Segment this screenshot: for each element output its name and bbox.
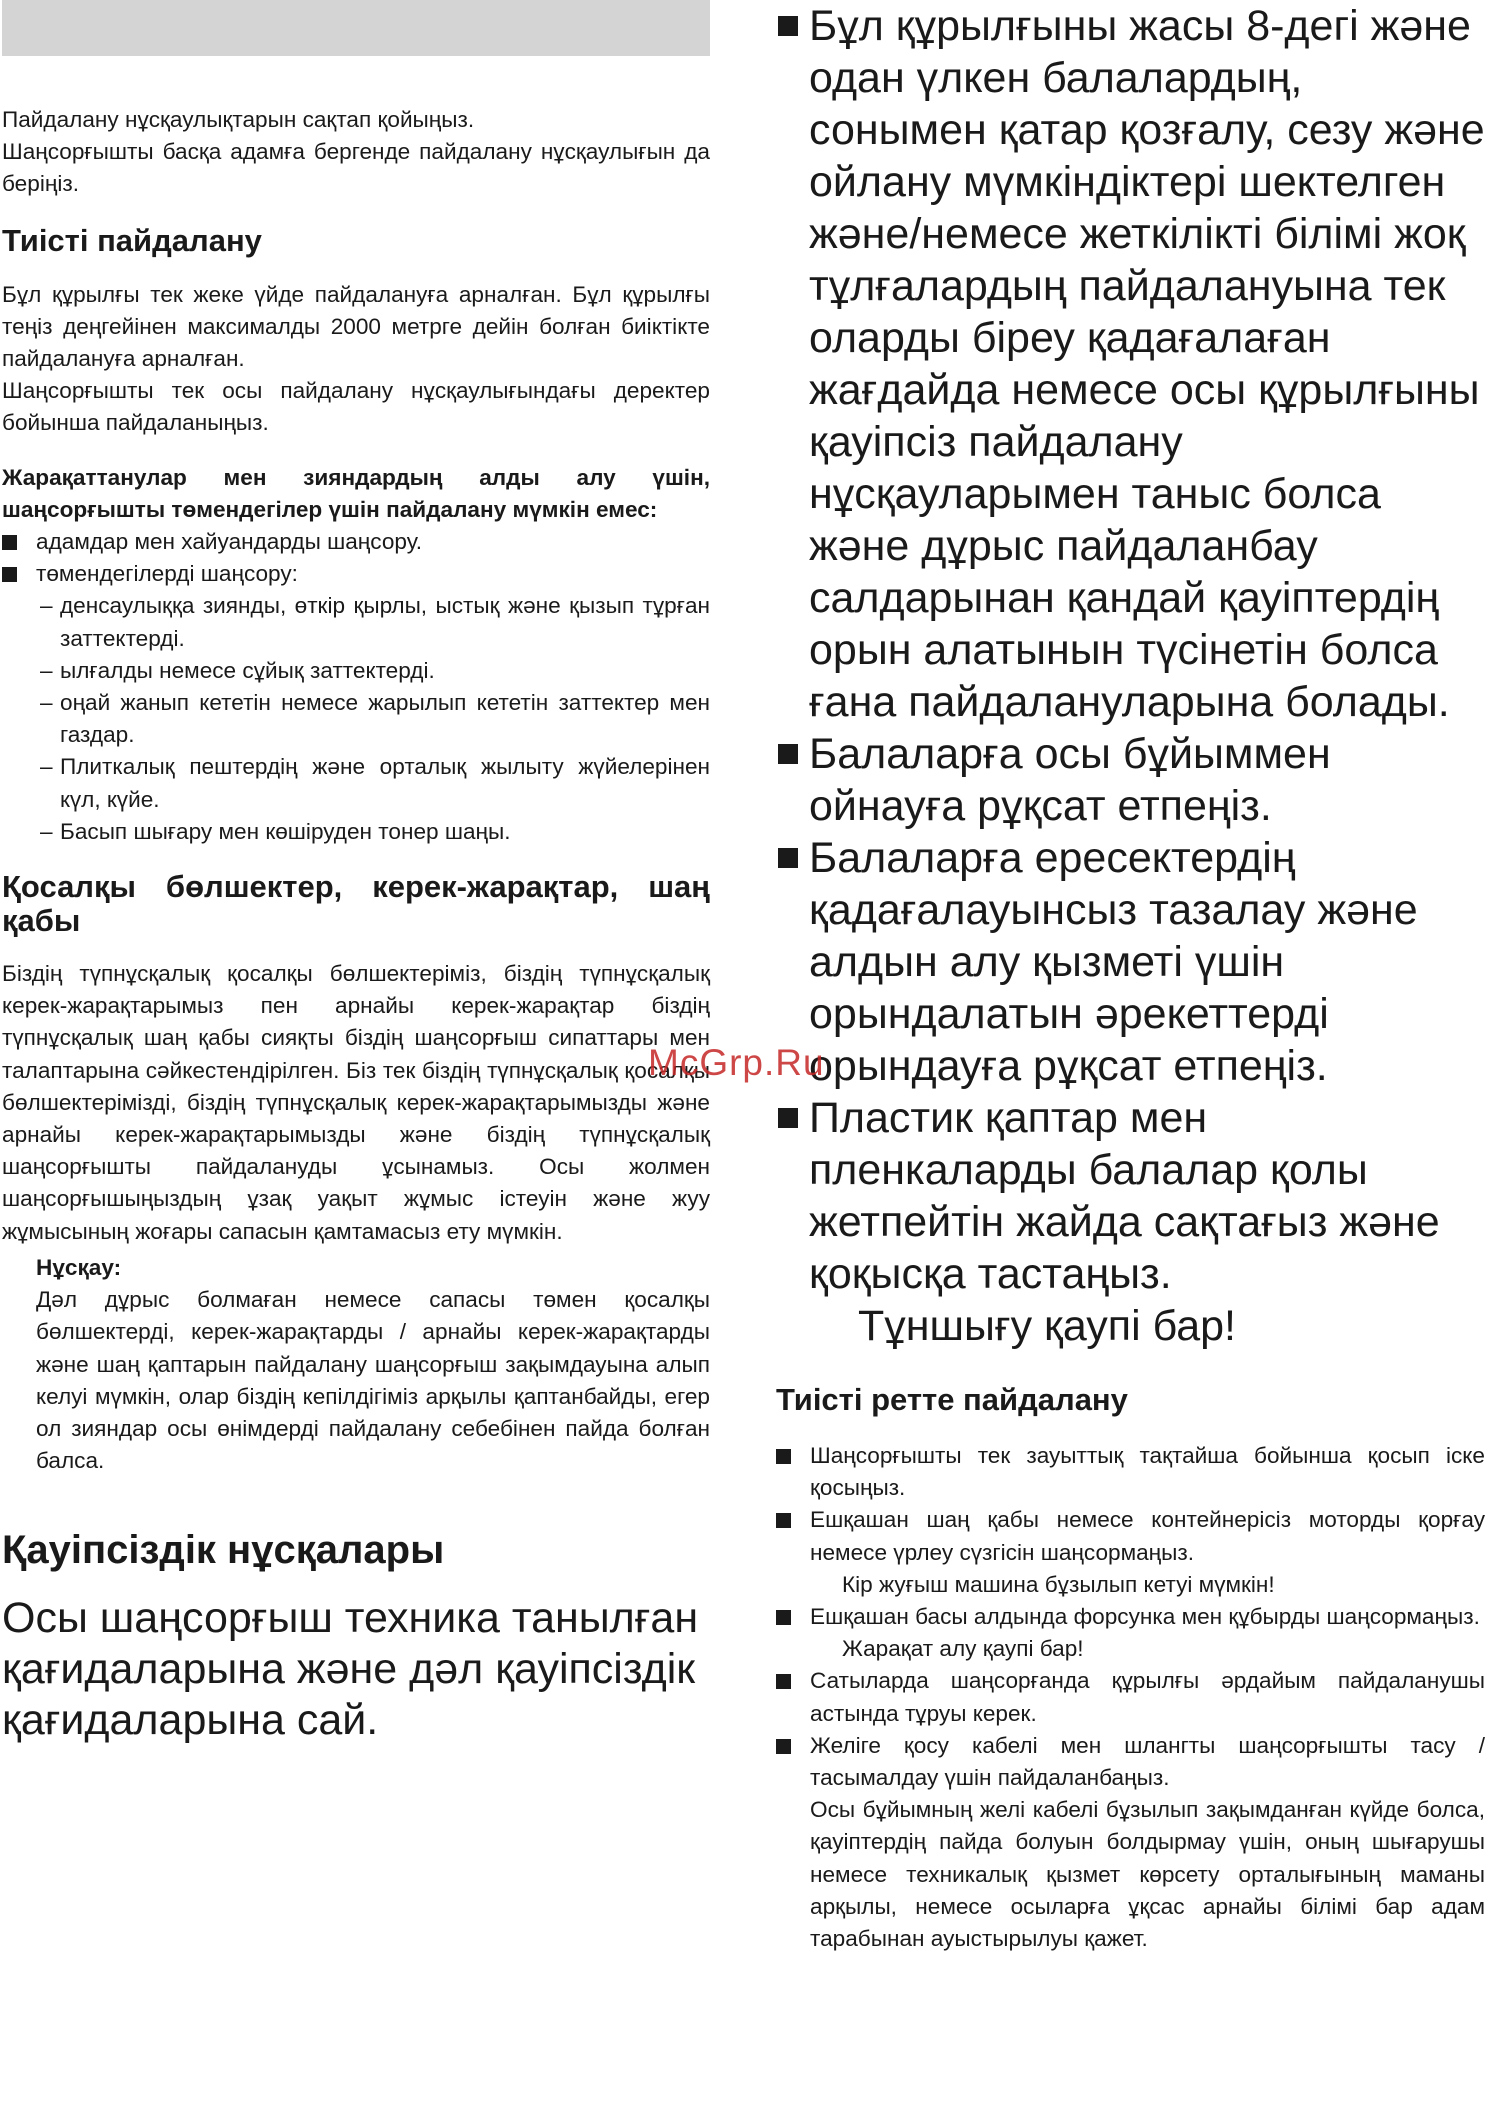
- intro-line-2: Шаңсорғышты басқа адамға бергенде пайдалану нұсқаулығын да беріңіз.: [2, 139, 710, 197]
- proper-use2-list-b: [776, 1601, 1485, 1633]
- proper-use2-heading: Тиісті ретте пайдалану: [776, 1382, 1128, 1417]
- machine-damage-warning: Кір жуғыш машина бұзылып кетуі мүмкін!: [842, 1571, 1275, 1597]
- children-safety-list: [776, 0, 1485, 1300]
- list-item: [776, 1730, 1485, 1955]
- prohibited-list: [2, 526, 710, 590]
- proper-use-p1: Бұл құрылғы тек жеке үйде пайдалануға арналған. Бұл құрылғы теңіз деңгейінен максималды 2000 метрге дейін болған биіктікте пайдалануға арналған.: [2, 281, 710, 372]
- safety-heading: Қауіпсіздік нұсқалары: [2, 1528, 445, 1573]
- list-item: Ешқашан басы алдында форсунка мен құбырды шаңсормаңыз.: [776, 1601, 1485, 1633]
- list-item: – Басып шығару мен көшіруден тонер шаңы.: [40, 816, 710, 848]
- list-item: – оңай жанып кететін немесе жарылып кететін заттектер мен газдар.: [40, 687, 710, 751]
- list-item: Бұл құрылғыны жасы 8-дегі және одан үлкен балалардың, сонымен қатар қозғалу, сезу және ойлану мүмкіндіктері шектелген және/немесе жеткілікті білімі жоқ тұлғалардың пайдалануына тек оларды біреу қадағалаған жағдайда немесе осы құрылғыны қауіпсіз пайдалану нұсқауларымен таныс болса және дұрыс пайдаланбау салдарынан қандай қауіптердің орын алатынын түсінетін болса ғана пайдалануларына болады.: [776, 0, 1485, 728]
- cable-item-text: Желіге қосу кабелі мен шлангты шаңсорғышты тасу / тасымалдау үшін пайдаланбаңыз.: [810, 1732, 1485, 1791]
- proper-use-p2: Шаңсорғышты тек осы пайдалану нұсқаулығындағы деректер бойынша пайдаланыңыз.: [2, 378, 710, 436]
- right-column: [776, 0, 1485, 1955]
- list-item: Шаңсорғышты тек зауыттық тақтайша бойынша қосып іске қосыңыз.: [776, 1440, 1485, 1504]
- list-item: Ешқашан шаң қабы немесе контейнерісіз моторды қорғау немесе үрлеу сүзгісін шаңсормаңыз.: [776, 1504, 1485, 1568]
- injury-warning: Жарақаттанулар мен зияндардың алды алу үшін, шаңсорғышты төмендегілер үшін пайдалану мүмкін емес:: [2, 464, 710, 522]
- spares-p1: Біздің түпнұсқалық қосалқы бөлшектеріміз, біздің түпнұсқалық керек-жарақтарымыз пен арнайы керек-жарақтар біздің түпнұсқалық шаң қабы сияқты біздің шаңсорғыш сипаттары мен талаптарына сәйкестендірілген. Біз тек біздің түпнұсқалық қосалқы бөлшектерімізді, біздің түпнұсқалық керек-жарақтарымызды және арнайы керек-жарақтарымызды және біздің түпнұсқалық шаңсорғышты пайдалануды ұсынамыз. Осы жолмен шаңсорғышыңыздың ұзақ уақыт жұмыс істеуін және жуу жұмысының жоғары сапасын қамтамасыз ету мүмкін.: [2, 961, 710, 1244]
- header-bar: [2, 0, 710, 56]
- proper-use2-list: [776, 1440, 1485, 1569]
- left-column: [2, 0, 710, 1746]
- list-item: – денсаулыққа зиянды, өткір қырлы, ыстық және қызып тұрған заттектерді.: [40, 590, 710, 654]
- list-item: адамдар мен хайуандарды шаңсору.: [2, 526, 710, 558]
- list-item: төмендегілерді шаңсору:: [2, 558, 710, 590]
- note-block: [36, 1252, 710, 1477]
- spares-heading: Қосалқы бөлшектер, керек-жарақтар, шаң қабы: [2, 869, 710, 939]
- suffocation-warning: Тұншығу қаупі бар!: [858, 1302, 1236, 1350]
- list-item: Сатыларда шаңсорғанда құрылғы әрдайым пайдаланушы астында тұруы керек.: [776, 1665, 1485, 1729]
- list-item: Балаларға осы бұйыммен ойнауға рұқсат етпеңіз.: [776, 728, 1485, 832]
- list-item: Пластик қаптар мен пленкаларды балалар қолы жетпейтін жайда сақтағыз және қоқысқа тастаңыз.: [776, 1092, 1485, 1300]
- injury-risk-warning: Жарақат алу қаупі бар!: [842, 1636, 1084, 1662]
- list-item: – ылғалды немесе сұйық заттектерді.: [40, 655, 710, 687]
- note-text: Дәл дұрыс болмаған немесе сапасы төмен қосалқы бөлшектерді, керек-жарақтарды / арнайы керек-жарақтарды және шаң қаптарын пайдалану шаңсорғыш зақымдауына алып келуі мүмкін, олар біздің кепілдігіміз арқылы қаптанбайды, егер ол зияндар осы өнімдерді пайдалану себебінен пайда болған балса.: [36, 1287, 710, 1474]
- prohibited-sublist: [2, 590, 710, 848]
- watermark: McGrp.Ru: [648, 1042, 825, 1083]
- list-item: Балаларға ересектердің қадағалауынсыз тазалау және алдын алу қызметі үшін орындалатын әрекеттерді орындауға рұқсат етпеңіз.: [776, 832, 1485, 1092]
- note-title: Нұсқау:: [36, 1254, 122, 1280]
- cable-item-extra: Осы бұйымның желі кабелі бұзылып зақымданған күйде болса, қауіптердің пайда болуын болдырмау үшін, оның шығарушы немесе техникалық қызмет көрсету орталығының маманы арқылы, немесе осыларға ұқсас арнайы білімі бар адам тарабынан ауыстырылуы қажет.: [810, 1797, 1485, 1952]
- proper-use-heading: Тиісті пайдалану: [2, 222, 262, 258]
- proper-use2-list-c: [776, 1665, 1485, 1955]
- safety-big-text: Осы шаңсорғыш техника танылған қағидаларына және дәл қауіпсіздік қағидаларына сай.: [2, 1594, 699, 1745]
- list-item: – Плиткалық пештердің және орталық жылыту жүйелерінен күл, күйе.: [40, 751, 710, 815]
- intro-line-1: Пайдалану нұсқаулықтарын сақтап қойыңыз.: [2, 107, 475, 132]
